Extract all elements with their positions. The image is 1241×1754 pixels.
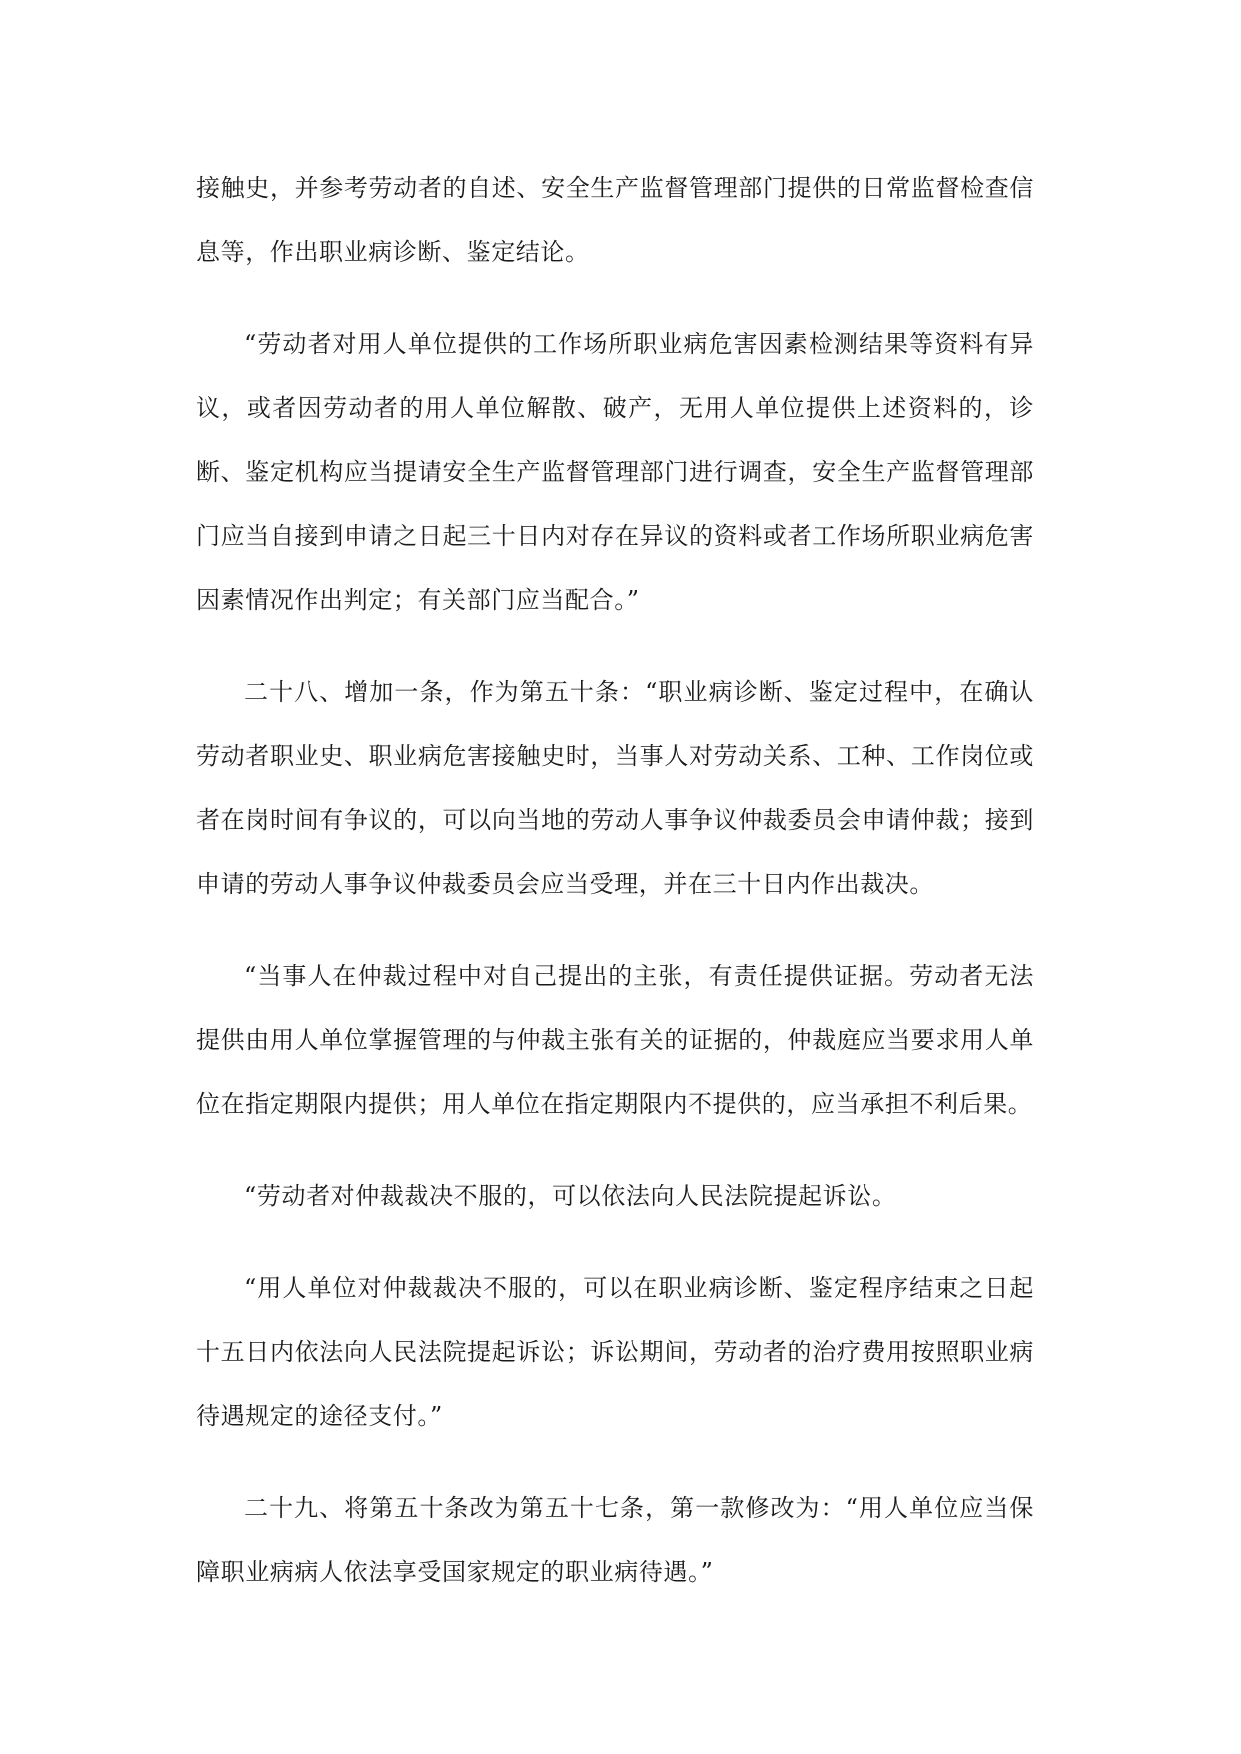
paragraph-worker-appeal: “劳动者对仲裁裁决不服的，可以依法向人民法院提起诉讼。 [244,1182,897,1210]
paragraph-amendment-29: 二十九、将第五十条改为第五十七条，第一款修改为：“用人单位应当保障职业病病人依法享受国家规定的职业病待遇。” [196,1494,1034,1586]
paragraph-employer-appeal: “用人单位对仲裁裁决不服的，可以在职业病诊断、鉴定程序结束之日起十五日内依法向人民法院提起诉讼；诉讼期间，劳动者的治疗费用按照职业病待遇规定的途径支付。” [196,1274,1034,1430]
paragraph-amendment-28: 二十八、增加一条，作为第五十条：“职业病诊断、鉴定过程中，在确认劳动者职业史、职业病危害接触史时，当事人对劳动关系、工种、工作岗位或者在岗时间有争议的，可以向当地的劳动人事争议仲裁委员会申请仲裁；接到申请的劳动人事争议仲裁委员会应当受理，并在三十日内作出裁决。 [196,678,1034,898]
paragraph-continuation: 接触史，并参考劳动者的自述、安全生产监督管理部门提供的日常监督检查信息等，作出职业病诊断、鉴定结论。 [196,174,1034,266]
paragraph-quoted-provision: “劳动者对用人单位提供的工作场所职业病危害因素检测结果等资料有异议，或者因劳动者的用人单位解散、破产，无用人单位提供上述资料的，诊断、鉴定机构应当提请安全生产监督管理部门进行调查，安全生产监督管理部门应当自接到申请之日起三十日内对存在异议的资料或者工作场所职业病危害因素情况作出判定；有关部门应当配合。” [196,330,1034,614]
document-body [196,156,1034,1632]
paragraph-evidence-burden: “当事人在仲裁过程中对自己提出的主张，有责任提供证据。劳动者无法提供由用人单位掌握管理的与仲裁主张有关的证据的，仲裁庭应当要求用人单位在指定期限内提供；用人单位在指定期限内不提供的，应当承担不利后果。 [196,962,1034,1118]
